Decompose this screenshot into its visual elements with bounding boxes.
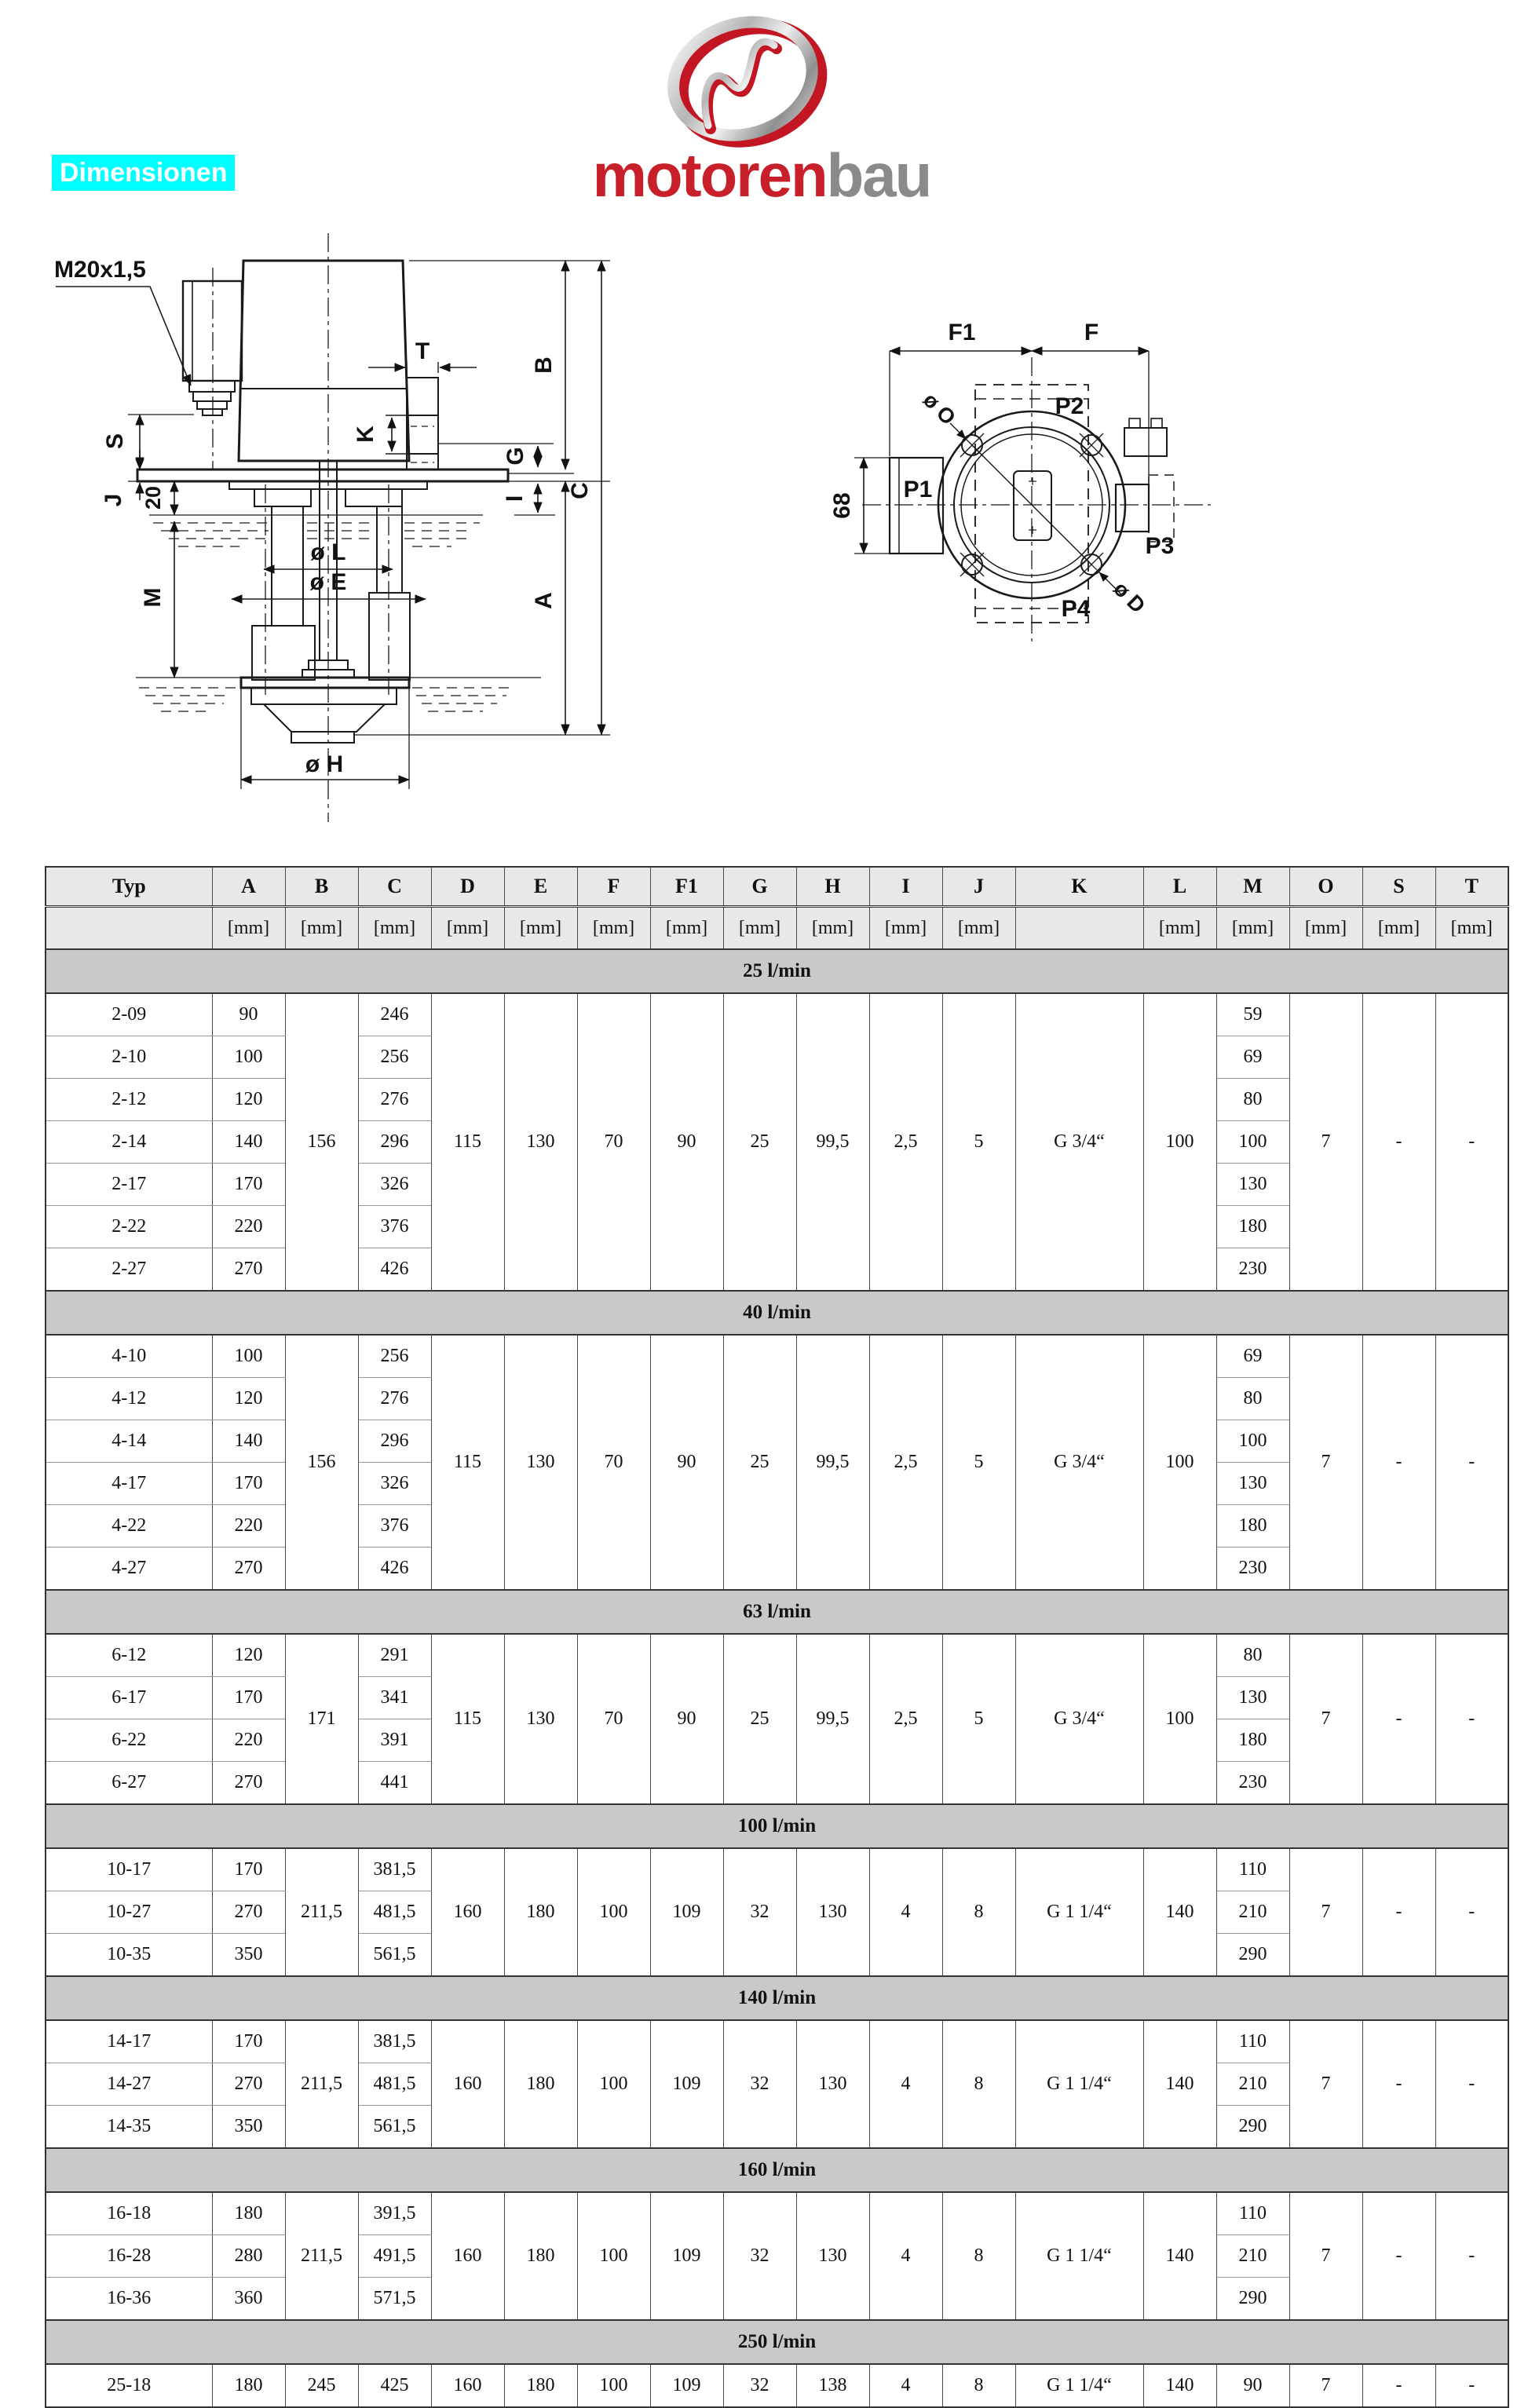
cell-C: 381,5: [358, 1848, 431, 1891]
cell-typ: 4-22: [46, 1505, 212, 1547]
cell-C: 426: [358, 1248, 431, 1292]
cell-D: 160: [431, 2020, 504, 2148]
cell-S: -: [1362, 1634, 1435, 1804]
cell-K: G 3/4“: [1015, 1335, 1143, 1590]
cell-I: 2,5: [869, 1335, 942, 1590]
cell-D: 115: [431, 1634, 504, 1804]
cell-M: 230: [1216, 1762, 1289, 1805]
unit-cell-C: [mm]: [358, 907, 431, 950]
column-header-L: L: [1143, 867, 1216, 907]
cell-A: 170: [212, 2020, 285, 2063]
cell-H: 99,5: [796, 993, 869, 1291]
side-view-drawing: [43, 224, 640, 860]
cell-H: 130: [796, 2192, 869, 2320]
cell-F1: 90: [650, 1634, 723, 1804]
column-header-O: O: [1289, 867, 1362, 907]
cell-M: 290: [1216, 2278, 1289, 2321]
port-label-p4: P4: [1061, 596, 1091, 622]
cell-K: G 1 1/4“: [1015, 2364, 1143, 2407]
cell-C: 256: [358, 1335, 431, 1378]
cell-B: 245: [285, 2364, 358, 2407]
cell-C: 481,5: [358, 2063, 431, 2106]
cell-K: G 1 1/4“: [1015, 2020, 1143, 2148]
column-header-Typ: Typ: [46, 867, 212, 907]
cell-D: 115: [431, 1335, 504, 1590]
dim-label-s: S: [102, 433, 128, 450]
section-band: 100 l/min: [46, 1804, 1508, 1848]
cell-I: 4: [869, 2020, 942, 2148]
dim-table-head: [46, 867, 1508, 949]
cell-M: 100: [1216, 1420, 1289, 1463]
cell-H: 130: [796, 1848, 869, 1976]
dim-label-68: 68: [829, 492, 855, 519]
cell-C: 571,5: [358, 2278, 431, 2321]
cell-A: 270: [212, 1248, 285, 1292]
cell-C: 326: [358, 1164, 431, 1206]
dim-label-k: K: [353, 426, 378, 443]
cell-M: 110: [1216, 2192, 1289, 2235]
port-label-p3: P3: [1145, 533, 1175, 559]
cell-K: G 1 1/4“: [1015, 1848, 1143, 1976]
cell-M: 69: [1216, 1036, 1289, 1079]
cell-M: 230: [1216, 1248, 1289, 1292]
unit-cell-E: [mm]: [504, 907, 577, 950]
cell-C: 276: [358, 1079, 431, 1121]
section-band: 25 l/min: [46, 949, 1508, 993]
cell-O: 7: [1289, 2364, 1362, 2407]
dim-label-m: M: [140, 587, 166, 608]
cell-F: 70: [577, 1634, 650, 1804]
cell-M: 230: [1216, 1547, 1289, 1591]
cell-typ: 14-27: [46, 2063, 212, 2106]
dim-label-20: 20: [141, 485, 165, 510]
cell-C: 276: [358, 1378, 431, 1420]
table-row: [46, 1848, 1508, 1891]
table-row: [46, 993, 1508, 1036]
cell-A: 220: [212, 1719, 285, 1762]
cell-C: 441: [358, 1762, 431, 1805]
unit-cell-H: [mm]: [796, 907, 869, 950]
cell-C: 426: [358, 1547, 431, 1591]
unit-cell-B: [mm]: [285, 907, 358, 950]
dim-label-f: F: [1084, 320, 1099, 345]
unit-cell-O: [mm]: [1289, 907, 1362, 950]
table-row: [46, 1335, 1508, 1378]
cell-A: 270: [212, 1891, 285, 1934]
cell-A: 170: [212, 1677, 285, 1719]
cell-S: -: [1362, 2192, 1435, 2320]
cell-M: 80: [1216, 1634, 1289, 1677]
table-row: [46, 2364, 1508, 2407]
cell-C: 341: [358, 1677, 431, 1719]
cell-G: 32: [723, 2192, 796, 2320]
dim-label-a: A: [531, 592, 557, 609]
cell-G: 32: [723, 2364, 796, 2407]
cell-A: 170: [212, 1463, 285, 1505]
dim-label-do: ø O: [918, 388, 960, 430]
column-header-A: A: [212, 867, 285, 907]
cell-D: 160: [431, 2364, 504, 2407]
cell-J: 8: [942, 2364, 1015, 2407]
cell-G: 32: [723, 1848, 796, 1976]
cell-F1: 109: [650, 2364, 723, 2407]
column-header-I: I: [869, 867, 942, 907]
unit-cell-M: [mm]: [1216, 907, 1289, 950]
cell-typ: 4-17: [46, 1463, 212, 1505]
cell-L: 100: [1143, 993, 1216, 1291]
column-header-S: S: [1362, 867, 1435, 907]
cell-M: 110: [1216, 2020, 1289, 2063]
cell-F: 70: [577, 1335, 650, 1590]
column-header-G: G: [723, 867, 796, 907]
port-label-p2: P2: [1055, 393, 1084, 419]
cell-B: 156: [285, 1335, 358, 1590]
cell-A: 280: [212, 2235, 285, 2278]
dim-label-c: C: [567, 482, 593, 499]
cell-typ: 4-14: [46, 1420, 212, 1463]
cell-M: 80: [1216, 1079, 1289, 1121]
cell-O: 7: [1289, 1634, 1362, 1804]
section-band: 140 l/min: [46, 1976, 1508, 2020]
cell-L: 140: [1143, 2020, 1216, 2148]
cell-S: -: [1362, 1848, 1435, 1976]
cell-K: G 3/4“: [1015, 1634, 1143, 1804]
cell-typ: 16-36: [46, 2278, 212, 2321]
section-band: 250 l/min: [46, 2320, 1508, 2364]
cell-C: 376: [358, 1505, 431, 1547]
cell-A: 120: [212, 1079, 285, 1121]
cell-C: 381,5: [358, 2020, 431, 2063]
cell-D: 160: [431, 2192, 504, 2320]
unit-cell-A: [mm]: [212, 907, 285, 950]
cell-A: 180: [212, 2192, 285, 2235]
cell-typ: 16-18: [46, 2192, 212, 2235]
cell-L: 100: [1143, 1634, 1216, 1804]
cell-F1: 90: [650, 1335, 723, 1590]
cell-E: 180: [504, 2364, 577, 2407]
section-band: 40 l/min: [46, 1291, 1508, 1335]
cell-A: 120: [212, 1378, 285, 1420]
cell-B: 211,5: [285, 2020, 358, 2148]
cell-A: 180: [212, 2364, 285, 2407]
cell-typ: 10-35: [46, 1934, 212, 1977]
cell-M: 130: [1216, 1463, 1289, 1505]
cell-B: 156: [285, 993, 358, 1291]
column-header-H: H: [796, 867, 869, 907]
cell-M: 210: [1216, 2063, 1289, 2106]
cell-M: 290: [1216, 2106, 1289, 2149]
cell-T: -: [1435, 1634, 1508, 1804]
cell-T: -: [1435, 1335, 1508, 1590]
cell-I: 4: [869, 1848, 942, 1976]
cell-J: 5: [942, 1634, 1015, 1804]
unit-cell-F: [mm]: [577, 907, 650, 950]
cell-C: 481,5: [358, 1891, 431, 1934]
cell-C: 491,5: [358, 2235, 431, 2278]
cell-typ: 6-27: [46, 1762, 212, 1805]
cell-K: G 1 1/4“: [1015, 2192, 1143, 2320]
cell-typ: 2-14: [46, 1121, 212, 1164]
cell-A: 350: [212, 1934, 285, 1977]
cell-typ: 6-17: [46, 1677, 212, 1719]
cell-A: 360: [212, 2278, 285, 2321]
table-row: [46, 2020, 1508, 2063]
cell-A: 140: [212, 1420, 285, 1463]
dim-label-dh: ø H: [305, 751, 344, 777]
cell-F1: 109: [650, 2192, 723, 2320]
unit-cell-I: [mm]: [869, 907, 942, 950]
cell-T: -: [1435, 2020, 1508, 2148]
dim-label-f1: F1: [948, 320, 976, 345]
column-header-M: M: [1216, 867, 1289, 907]
cell-C: 561,5: [358, 2106, 431, 2149]
cell-E: 130: [504, 993, 577, 1291]
dim-label-m20: M20x1,5: [54, 257, 146, 283]
cell-A: 270: [212, 2063, 285, 2106]
cell-A: 140: [212, 1121, 285, 1164]
section-band: 160 l/min: [46, 2148, 1508, 2192]
cell-F: 100: [577, 2020, 650, 2148]
cell-C: 425: [358, 2364, 431, 2407]
cell-typ: 2-17: [46, 1164, 212, 1206]
cell-M: 180: [1216, 1505, 1289, 1547]
dim-label-dd: ø D: [1109, 576, 1150, 618]
cell-I: 2,5: [869, 993, 942, 1291]
cell-T: -: [1435, 2364, 1508, 2407]
cell-C: 391,5: [358, 2192, 431, 2235]
unit-cell-J: [mm]: [942, 907, 1015, 950]
cell-J: 5: [942, 1335, 1015, 1590]
cell-C: 256: [358, 1036, 431, 1079]
cell-M: 180: [1216, 1719, 1289, 1762]
section-band: 63 l/min: [46, 1590, 1508, 1634]
cell-J: 8: [942, 2192, 1015, 2320]
cell-E: 180: [504, 2020, 577, 2148]
cell-B: 171: [285, 1634, 358, 1804]
cell-E: 130: [504, 1335, 577, 1590]
column-header-E: E: [504, 867, 577, 907]
cell-E: 130: [504, 1634, 577, 1804]
cell-C: 296: [358, 1420, 431, 1463]
cell-E: 180: [504, 2192, 577, 2320]
cell-E: 180: [504, 1848, 577, 1976]
cell-H: 99,5: [796, 1634, 869, 1804]
cell-J: 8: [942, 1848, 1015, 1976]
cell-B: 211,5: [285, 1848, 358, 1976]
cell-M: 130: [1216, 1677, 1289, 1719]
dimension-table: [45, 866, 1509, 2408]
cell-C: 376: [358, 1206, 431, 1248]
cell-H: 99,5: [796, 1335, 869, 1590]
cell-L: 100: [1143, 1335, 1216, 1590]
cell-S: -: [1362, 1335, 1435, 1590]
cell-typ: 2-09: [46, 993, 212, 1036]
cell-M: 290: [1216, 1934, 1289, 1977]
cell-M: 130: [1216, 1164, 1289, 1206]
cell-A: 170: [212, 1164, 285, 1206]
cell-A: 270: [212, 1547, 285, 1591]
dim-label-i: I: [502, 495, 528, 502]
cell-typ: 6-12: [46, 1634, 212, 1677]
cell-F: 100: [577, 2192, 650, 2320]
unit-cell-S: [mm]: [1362, 907, 1435, 950]
dim-label-j: J: [101, 493, 126, 507]
cell-A: 90: [212, 993, 285, 1036]
cell-A: 120: [212, 1634, 285, 1677]
cell-F: 100: [577, 1848, 650, 1976]
table-row: [46, 1634, 1508, 1677]
cell-M: 69: [1216, 1335, 1289, 1378]
dim-label-g: G: [503, 447, 528, 466]
cell-O: 7: [1289, 2192, 1362, 2320]
cell-J: 8: [942, 2020, 1015, 2148]
cell-A: 170: [212, 1848, 285, 1891]
column-header-T: T: [1435, 867, 1508, 907]
unit-cell-D: [mm]: [431, 907, 504, 950]
cell-M: 180: [1216, 1206, 1289, 1248]
unit-cell-F1: [mm]: [650, 907, 723, 950]
unit-cell-Typ: [46, 907, 212, 950]
cell-O: 7: [1289, 2020, 1362, 2148]
cell-A: 100: [212, 1335, 285, 1378]
cell-O: 7: [1289, 993, 1362, 1291]
page-title: Dimensionen: [52, 155, 235, 191]
cell-F: 100: [577, 2364, 650, 2407]
cell-typ: 2-22: [46, 1206, 212, 1248]
cell-A: 100: [212, 1036, 285, 1079]
cell-D: 115: [431, 993, 504, 1291]
cell-O: 7: [1289, 1848, 1362, 1976]
column-header-F1: F1: [650, 867, 723, 907]
cell-typ: 16-28: [46, 2235, 212, 2278]
cell-C: 561,5: [358, 1934, 431, 1977]
port-label-p1: P1: [903, 477, 933, 502]
cell-typ: 2-10: [46, 1036, 212, 1079]
cell-I: 2,5: [869, 1634, 942, 1804]
cell-typ: 4-27: [46, 1547, 212, 1591]
cell-L: 140: [1143, 2192, 1216, 2320]
cell-typ: 6-22: [46, 1719, 212, 1762]
cell-D: 160: [431, 1848, 504, 1976]
cell-typ: 25-18: [46, 2364, 212, 2407]
cell-M: 90: [1216, 2364, 1289, 2407]
unit-cell-K: [1015, 907, 1143, 950]
cell-T: -: [1435, 1848, 1508, 1976]
top-view-drawing: [817, 294, 1319, 742]
dim-label-t: T: [415, 338, 430, 364]
cell-C: 246: [358, 993, 431, 1036]
cell-C: 291: [358, 1634, 431, 1677]
cell-T: -: [1435, 993, 1508, 1291]
dim-label-b: B: [531, 356, 557, 374]
cell-G: 25: [723, 993, 796, 1291]
unit-cell-T: [mm]: [1435, 907, 1508, 950]
cell-T: -: [1435, 2192, 1508, 2320]
cell-B: 211,5: [285, 2192, 358, 2320]
cell-M: 100: [1216, 1121, 1289, 1164]
cell-typ: 10-27: [46, 1891, 212, 1934]
cell-G: 32: [723, 2020, 796, 2148]
dim-table-body: [46, 949, 1508, 2407]
unit-cell-L: [mm]: [1143, 907, 1216, 950]
cell-M: 110: [1216, 1848, 1289, 1891]
cell-G: 25: [723, 1335, 796, 1590]
column-header-D: D: [431, 867, 504, 907]
cell-M: 210: [1216, 1891, 1289, 1934]
brand-word-gray: bau: [826, 141, 931, 210]
cell-S: -: [1362, 993, 1435, 1291]
cell-F: 70: [577, 993, 650, 1291]
cell-I: 4: [869, 2364, 942, 2407]
dim-label-dl: ø L: [310, 539, 346, 565]
column-header-B: B: [285, 867, 358, 907]
cell-H: 130: [796, 2020, 869, 2148]
cell-J: 5: [942, 993, 1015, 1291]
unit-cell-G: [mm]: [723, 907, 796, 950]
cell-O: 7: [1289, 1335, 1362, 1590]
cell-M: 59: [1216, 993, 1289, 1036]
column-header-J: J: [942, 867, 1015, 907]
cell-typ: 4-10: [46, 1335, 212, 1378]
cell-S: -: [1362, 2020, 1435, 2148]
cell-typ: 14-35: [46, 2106, 212, 2149]
cell-typ: 2-27: [46, 1248, 212, 1292]
cell-A: 220: [212, 1206, 285, 1248]
brand-word-red: motoren: [592, 141, 827, 210]
cell-C: 296: [358, 1121, 431, 1164]
cell-S: -: [1362, 2364, 1435, 2407]
cell-typ: 10-17: [46, 1848, 212, 1891]
brand-wordmark: [518, 141, 1005, 209]
cell-A: 270: [212, 1762, 285, 1805]
cell-M: 210: [1216, 2235, 1289, 2278]
cell-typ: 14-17: [46, 2020, 212, 2063]
cell-C: 326: [358, 1463, 431, 1505]
cell-F1: 109: [650, 2020, 723, 2148]
column-header-C: C: [358, 867, 431, 907]
cell-typ: 4-12: [46, 1378, 212, 1420]
cell-I: 4: [869, 2192, 942, 2320]
cell-F1: 90: [650, 993, 723, 1291]
cell-A: 220: [212, 1505, 285, 1547]
cell-L: 140: [1143, 1848, 1216, 1976]
cell-L: 140: [1143, 2364, 1216, 2407]
cell-K: G 3/4“: [1015, 993, 1143, 1291]
cell-typ: 2-12: [46, 1079, 212, 1121]
table-row: [46, 2192, 1508, 2235]
cell-M: 80: [1216, 1378, 1289, 1420]
column-header-F: F: [577, 867, 650, 907]
cell-G: 25: [723, 1634, 796, 1804]
column-header-K: K: [1015, 867, 1143, 907]
cell-A: 350: [212, 2106, 285, 2149]
brand-logo-icon: [542, 6, 982, 144]
cell-F1: 109: [650, 1848, 723, 1976]
dim-label-de: ø E: [309, 569, 347, 595]
cell-H: 138: [796, 2364, 869, 2407]
cell-C: 391: [358, 1719, 431, 1762]
